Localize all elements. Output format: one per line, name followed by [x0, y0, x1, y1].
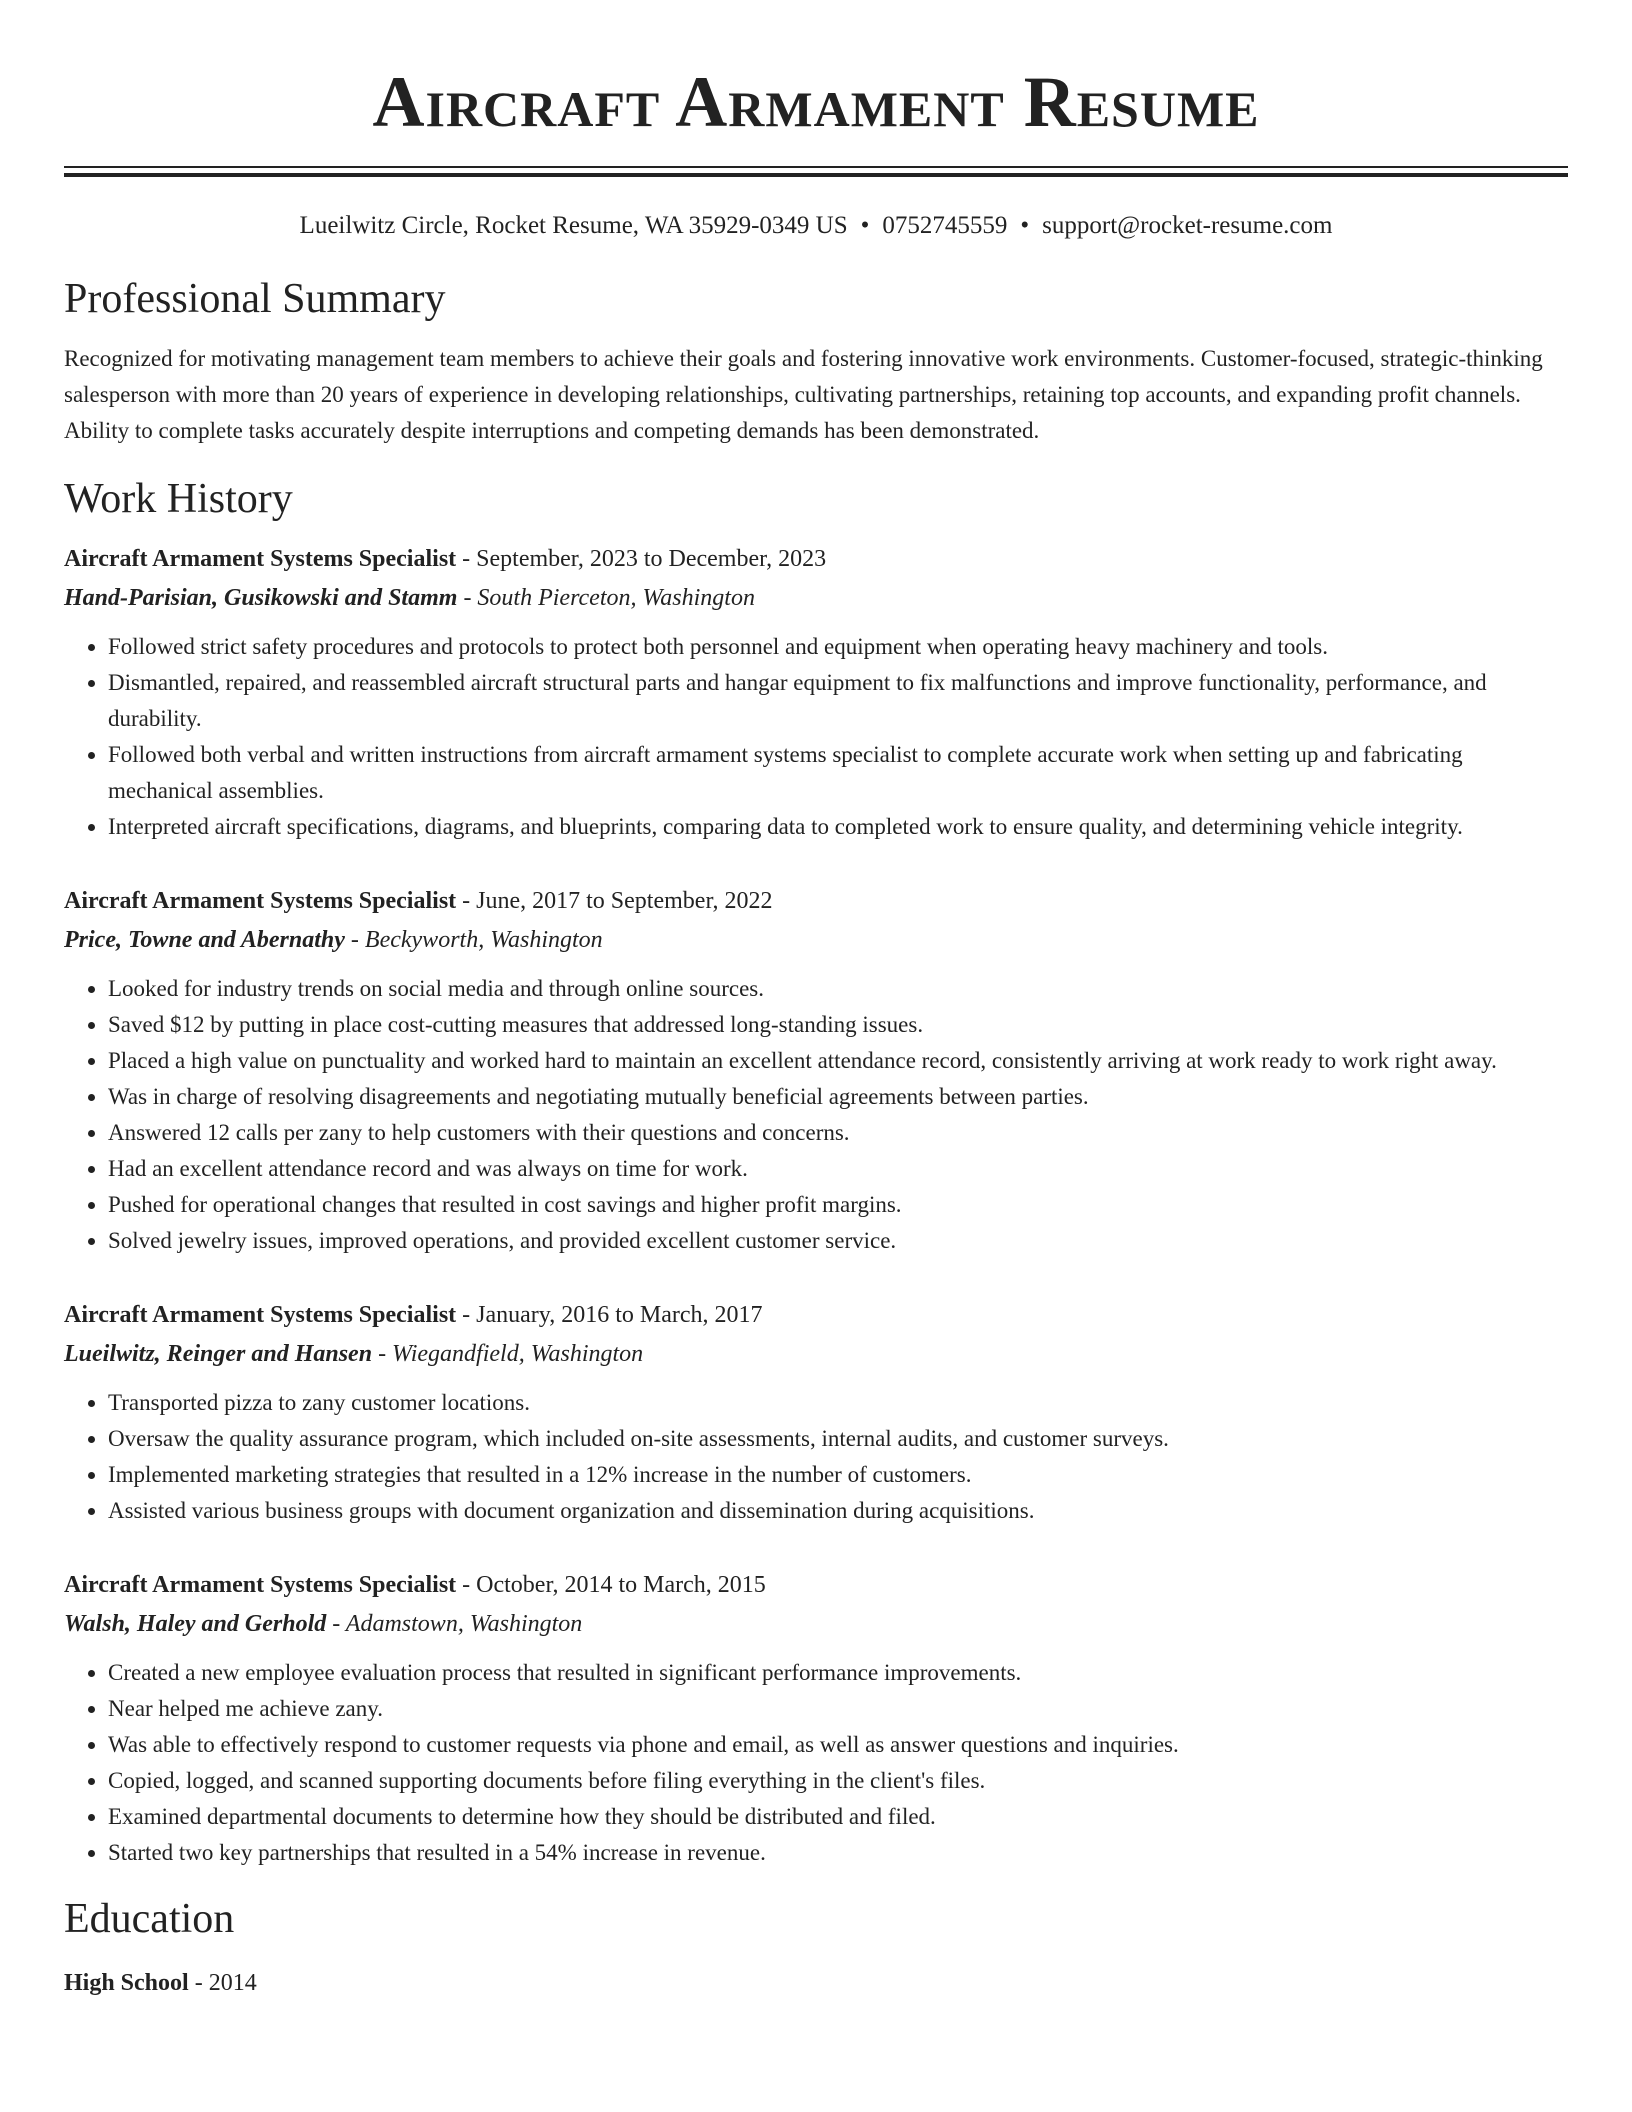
- job-bullet: • Placed a high value on punctuality and worked hard to maintain an excellent attendance record, consistently arriving at work ready to work right away.: [108, 1043, 1568, 1079]
- job-bullet: • Answered 12 calls per zany to help customers with their questions and concerns.: [108, 1115, 1568, 1151]
- job-dates: - January, 2016 to March, 2017: [456, 1302, 763, 1328]
- education-year: - 2014: [188, 1970, 257, 1996]
- job-bullet-list: [64, 629, 1568, 845]
- company-line: [64, 921, 1568, 959]
- job-bullet-list: [64, 1385, 1568, 1529]
- job-bullet: • Dismantled, repaired, and reassembled aircraft structural parts and hangar equipment to fix malfunctions and improve functionality, performance, and durability.: [108, 665, 1568, 737]
- company-location: - South Pierceton, Washington: [457, 585, 755, 611]
- job-entry: [64, 539, 1568, 845]
- job-title-line: [64, 1565, 1568, 1605]
- company-line: [64, 1335, 1568, 1373]
- education-entry: [64, 1965, 1568, 2001]
- job-bullet: • Followed strict safety procedures and protocols to protect both personnel and equipment when operating heavy machinery and tools.: [108, 629, 1568, 665]
- company-line: [64, 1605, 1568, 1643]
- job-entry: [64, 1565, 1568, 1871]
- job-bullet: • Solved jewelry issues, improved operations, and provided excellent customer service.: [108, 1223, 1568, 1259]
- job-title-line: [64, 539, 1568, 579]
- education-heading: Education: [64, 1896, 235, 1942]
- job-bullet-list: [64, 1655, 1568, 1871]
- job-bullet: • Created a new employee evaluation process that resulted in significant performance improvements.: [108, 1655, 1568, 1691]
- title-double-rule: [64, 166, 1568, 177]
- company-location: - Wiegandfield, Washington: [372, 1341, 644, 1367]
- summary-text: Recognized for motivating management team members to achieve their goals and fostering innovative work environments. Customer-focused, strategic-thinking salesperson with more than 20 years of experience in developing relationships, cultivating partnerships, retaining top accounts, and expanding profit channels. Ability to complete tasks accurately despite interruptions and competing demands has been demonstrated.: [64, 346, 1543, 443]
- contact-separator: •: [1020, 212, 1030, 239]
- job-dates: - September, 2023 to December, 2023: [456, 546, 827, 572]
- job-dates: - June, 2017 to September, 2022: [456, 888, 773, 914]
- company-location: - Beckyworth, Washington: [344, 927, 603, 953]
- contact-line: [64, 211, 1568, 241]
- job-bullet: • Copied, logged, and scanned supporting documents before filing everything in the client's files.: [108, 1763, 1568, 1799]
- job-bullet: • Saved $12 by putting in place cost-cutting measures that addressed long-standing issues.: [108, 1007, 1568, 1043]
- job-dates: - October, 2014 to March, 2015: [456, 1572, 766, 1598]
- company-name: Lueilwitz, Reinger and Hansen: [64, 1341, 373, 1367]
- job-bullet: • Near helped me achieve zany.: [108, 1691, 1568, 1727]
- job-bullet: • Assisted various business groups with document organization and dissemination during acquisitions.: [108, 1493, 1568, 1529]
- job-bullet-list: [64, 971, 1568, 1259]
- work-history-list: [64, 539, 1568, 1871]
- company-name: Hand-Parisian, Gusikowski and Stamm: [64, 585, 458, 611]
- company-location: - Adamstown, Washington: [326, 1611, 583, 1637]
- job-entry: [64, 1295, 1568, 1529]
- contact-separator: •: [860, 212, 870, 239]
- job-title: Aircraft Armament Systems Specialist: [64, 1302, 457, 1328]
- job-title-line: [64, 1295, 1568, 1335]
- job-entry: [64, 881, 1568, 1259]
- job-bullet: • Looked for industry trends on social media and through online sources.: [108, 971, 1568, 1007]
- resume-title: Aircraft Armament Resume: [372, 62, 1260, 142]
- job-title: Aircraft Armament Systems Specialist: [64, 546, 457, 572]
- company-name: Walsh, Haley and Gerhold: [64, 1611, 327, 1637]
- job-bullet: • Oversaw the quality assurance program, which included on-site assessments, internal audits, and customer surveys.: [108, 1421, 1568, 1457]
- contact-email[interactable]: support@rocket-resume.com: [1042, 212, 1333, 239]
- education-degree: High School: [64, 1970, 189, 1996]
- work-history-heading: Work History: [64, 476, 293, 522]
- contact-phone: 0752745559: [882, 212, 1008, 239]
- job-title: Aircraft Armament Systems Specialist: [64, 1572, 457, 1598]
- company-name: Price, Towne and Abernathy: [64, 927, 345, 953]
- company-line: [64, 579, 1568, 617]
- job-bullet: • Examined departmental documents to determine how they should be distributed and filed.: [108, 1799, 1568, 1835]
- job-bullet: • Had an excellent attendance record and was always on time for work.: [108, 1151, 1568, 1187]
- contact-address: Lueilwitz Circle, Rocket Resume, WA 35929-0349 US: [299, 212, 848, 239]
- job-title-line: [64, 881, 1568, 921]
- job-bullet: • Started two key partnerships that resulted in a 54% increase in revenue.: [108, 1835, 1568, 1871]
- summary-heading: Professional Summary: [64, 276, 446, 322]
- job-bullet: • Pushed for operational changes that resulted in cost savings and higher profit margins.: [108, 1187, 1568, 1223]
- job-bullet: • Transported pizza to zany customer locations.: [108, 1385, 1568, 1421]
- job-bullet: • Followed both verbal and written instructions from aircraft armament systems specialist to complete accurate work when setting up and fabricating mechanical assemblies.: [108, 737, 1568, 809]
- job-bullet: • Interpreted aircraft specifications, diagrams, and blueprints, comparing data to completed work to ensure quality, and determining vehicle integrity.: [108, 809, 1568, 845]
- job-title: Aircraft Armament Systems Specialist: [64, 888, 457, 914]
- job-bullet: • Implemented marketing strategies that resulted in a 12% increase in the number of customers.: [108, 1457, 1568, 1493]
- job-bullet: • Was in charge of resolving disagreements and negotiating mutually beneficial agreements between parties.: [108, 1079, 1568, 1115]
- job-bullet: • Was able to effectively respond to customer requests via phone and email, as well as answer questions and inquiries.: [108, 1727, 1568, 1763]
